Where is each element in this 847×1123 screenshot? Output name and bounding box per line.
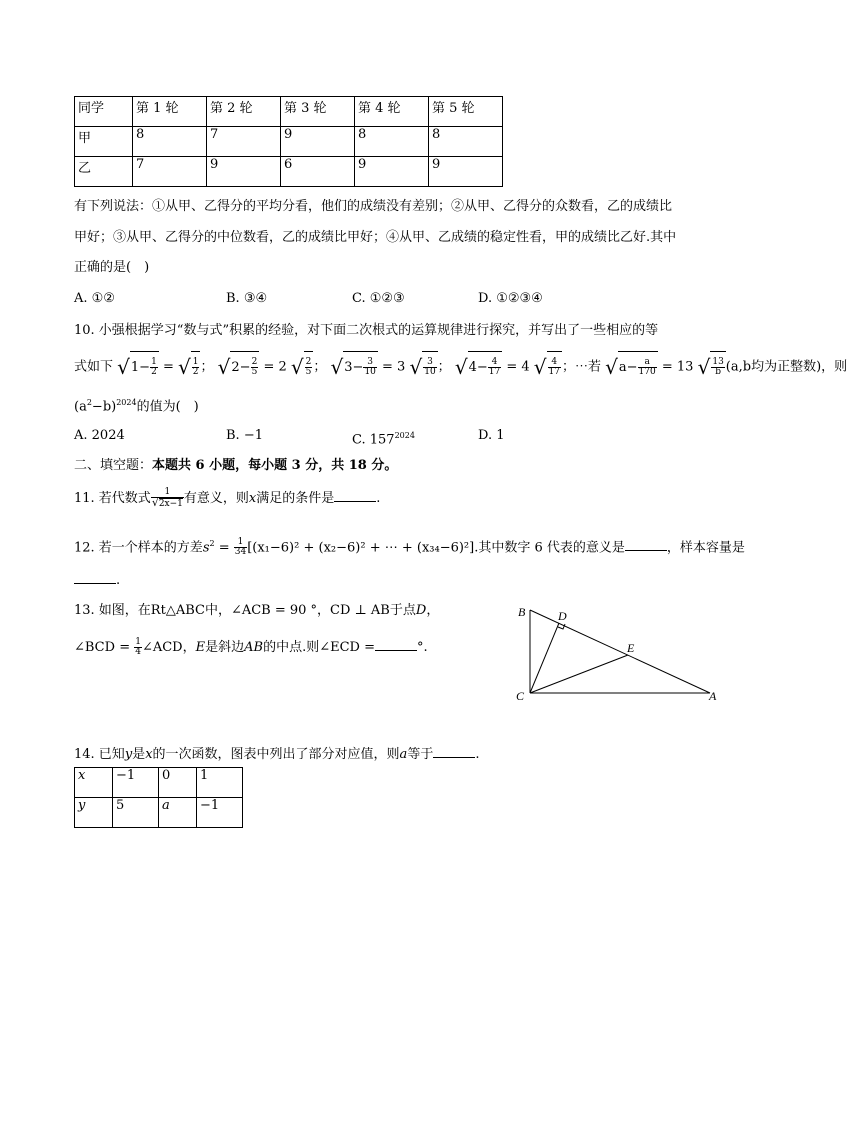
q13-text: 13. 如图，在Rt△ABC中，∠ACB = 90 °，CD ⊥ AB于点 xyxy=(74,603,416,618)
table-cell: a xyxy=(159,798,197,828)
expr-part: 的值为( ) xyxy=(136,399,199,415)
segment-ce xyxy=(530,655,628,693)
frac-den: 170 xyxy=(638,367,656,377)
section-title xyxy=(74,457,397,475)
table-cell: −1 xyxy=(197,798,243,828)
table-cell: 8 xyxy=(133,127,207,157)
frac-den: 4 xyxy=(135,647,141,657)
q12-text: 其中数字 6 代表的意义是 xyxy=(478,540,625,556)
q14-end: . xyxy=(475,747,480,762)
var-e: E xyxy=(195,640,206,655)
q13-fraction xyxy=(134,638,142,657)
table-cell: 8 xyxy=(429,127,503,157)
expr-part: (a xyxy=(74,399,87,415)
table-row xyxy=(75,157,503,187)
table-cell: 9 xyxy=(355,157,429,187)
table-cell: y xyxy=(75,798,113,828)
q14-text: 是 xyxy=(132,747,146,762)
q10-option-d[interactable]: D. 1 xyxy=(478,428,505,443)
sep: ； xyxy=(437,359,451,375)
frac-den: 5 xyxy=(305,367,312,377)
ruo-text: ；⋯若 xyxy=(561,359,601,375)
frac-den: 2x−1 xyxy=(158,499,183,509)
exp-sup: 2 xyxy=(209,539,215,548)
sep: ； xyxy=(313,359,327,375)
expr-text: 3− xyxy=(344,360,364,375)
q10-option-c[interactable] xyxy=(352,427,415,449)
q13-text: ∠BCD = xyxy=(74,640,135,655)
exp-sup: 2024 xyxy=(116,398,137,407)
q9-option-c[interactable]: C. ①②③ xyxy=(352,291,405,306)
table-cell: 9 xyxy=(429,157,503,187)
table-cell: 6 xyxy=(281,157,355,187)
sep: ； xyxy=(200,359,214,375)
q11 xyxy=(74,484,380,514)
table-cell: 乙 xyxy=(75,157,133,187)
frac-num: 1 xyxy=(135,637,141,647)
radical-result-2: √ $\frac{2}{5}$ xyxy=(291,351,313,383)
radical-result-4: √ $\frac{4}{17}$ xyxy=(534,351,562,383)
table-cell: 甲 xyxy=(75,127,133,157)
side-ba xyxy=(530,610,710,693)
answer-blank[interactable] xyxy=(334,489,376,502)
q10-line-1: 10. 小强根据学习“数与式”积累的经验，对下面二次根式的运算规律进行探究，并写出了一些相应的等 xyxy=(74,323,659,338)
radical-expr-3: √3− $\frac{3}{10}$ xyxy=(331,351,378,383)
table-cell: 7 xyxy=(207,127,281,157)
expr-text: 1− xyxy=(130,360,151,375)
frac-den: 10 xyxy=(364,367,376,377)
exp-sup: 2 xyxy=(86,398,92,407)
q9-line-3: 正确的是( ) xyxy=(74,260,150,275)
table-cell: 5 xyxy=(113,798,159,828)
q13-text: 的中点.则∠ECD = xyxy=(263,640,375,655)
section-title-bold: 本题共 6 小题，每小题 3 分，共 18 分。 xyxy=(152,458,398,473)
q9-option-b[interactable]: B. ③④ xyxy=(226,291,268,306)
frac-num: 2 xyxy=(251,357,258,367)
frac-num: 2 xyxy=(305,357,312,367)
q11-text: 有意义，则 xyxy=(183,491,249,506)
var-s: s xyxy=(202,540,210,556)
frac-num: a xyxy=(638,358,657,368)
frac-den: 17 xyxy=(548,367,560,377)
q12-text: ，样本容量是 xyxy=(666,540,745,556)
table-cell: 9 xyxy=(281,127,355,157)
exp-sup: 2024 xyxy=(394,431,415,440)
expr-eq: = 2 xyxy=(263,359,287,375)
q13-text: °. xyxy=(417,640,428,655)
frac-den: 10 xyxy=(424,367,436,377)
q10-prefix: 式如下 xyxy=(74,359,114,375)
q14-value-table xyxy=(74,767,243,828)
radical-result-1: √ $\frac{1}{2}$ xyxy=(178,351,200,383)
table-cell: 9 xyxy=(207,157,281,187)
frac-den: 2 xyxy=(151,367,157,377)
frac-den: 17 xyxy=(488,367,501,377)
radical-result-5: √ $\frac{13}{b}$ xyxy=(698,351,726,383)
frac-den: b xyxy=(715,367,721,377)
q10-line-3 xyxy=(74,394,199,416)
expr-eq: = 3 xyxy=(382,359,406,375)
q10-option-a[interactable]: A. 2024 xyxy=(74,428,125,443)
var-a: a xyxy=(399,747,408,762)
label-c: C xyxy=(516,689,525,703)
q12-eq: = xyxy=(214,540,234,556)
table-cell: 7 xyxy=(133,157,207,187)
table-cell: −1 xyxy=(113,768,159,798)
q14-text: 的一次函数，图表中列出了部分对应值，则 xyxy=(152,747,400,762)
table-header-cell: 第 3 轮 xyxy=(281,97,355,127)
q9-option-a[interactable]: A. ①② xyxy=(74,291,115,306)
q11-text: 满足的条件是 xyxy=(256,491,335,506)
q9-option-d[interactable]: D. ①②③④ xyxy=(478,291,543,306)
var-x: x xyxy=(248,491,257,506)
table-row xyxy=(75,127,503,157)
table-header-cell: 第 2 轮 xyxy=(207,97,281,127)
q13-line-2 xyxy=(74,634,428,662)
frac-num: 3 xyxy=(363,358,376,368)
q13-text: ， xyxy=(426,603,440,618)
frac-num: 3 xyxy=(423,358,436,368)
q13-line-1 xyxy=(74,602,439,620)
radical-expr-2: √2− $\frac{2}{5}$ xyxy=(218,351,260,383)
frac-num: 1 xyxy=(151,488,184,498)
q11-fraction: $\frac{1}{√2x-1}$ xyxy=(151,487,183,509)
q12-line-1 xyxy=(74,531,745,557)
option-text: C. 157 xyxy=(352,432,395,448)
label-b: B xyxy=(518,605,526,619)
table-cell: 8 xyxy=(355,127,429,157)
score-table xyxy=(74,96,503,187)
radical-expr-4: √4− $\frac{4}{17}$ xyxy=(455,351,502,383)
q14-text: 等于 xyxy=(407,747,434,762)
radical-expr-5: √a− $\frac{a}{170}$ xyxy=(605,351,658,383)
q14-text: 14. 已知 xyxy=(74,747,125,762)
frac-den: 5 xyxy=(251,367,258,377)
q13-text: 是斜边 xyxy=(205,640,245,655)
tail-text: (a,b均为正整数)，则 xyxy=(725,359,847,375)
table-header-cell: 第 4 轮 xyxy=(355,97,429,127)
table-row xyxy=(75,798,243,828)
q12-fraction xyxy=(234,538,247,557)
q10-line-2 xyxy=(74,351,847,381)
expr-text: a− xyxy=(618,360,638,375)
q9-line-2: 甲好；③从甲、乙得分的中位数看，乙的成绩比甲好；④从甲、乙成绩的稳定性看，甲的成绩比乙好.其中 xyxy=(74,230,677,245)
answer-blank[interactable] xyxy=(625,538,667,551)
q12-end: . xyxy=(116,573,121,588)
table-header-cell: 同学 xyxy=(75,97,133,127)
radical-result-3: √ $\frac{3}{10}$ xyxy=(409,351,437,383)
expr-text: 2− xyxy=(231,360,251,375)
q13-text: ∠ACD， xyxy=(141,640,196,655)
frac-den: 2 xyxy=(192,367,199,377)
frac-num: 1 xyxy=(192,357,199,367)
table-header-cell: 第 1 轮 xyxy=(133,97,207,127)
table-cell: x xyxy=(75,768,113,798)
q14-line xyxy=(74,745,479,764)
var-y: y xyxy=(124,747,133,762)
table-cell: 0 xyxy=(159,768,197,798)
var-d: D xyxy=(415,603,427,618)
frac-num: 4 xyxy=(488,358,501,368)
label-d: D xyxy=(558,609,567,623)
expr-eq: = xyxy=(162,359,174,375)
expr-eq: = 4 xyxy=(506,359,530,375)
table-header-cell: 第 5 轮 xyxy=(429,97,503,127)
q9-line-1: 有下列说法：①从甲、乙得分的平均分看，他们的成绩没有差别；②从甲、乙得分的众数看，乙的成绩比 xyxy=(74,199,673,214)
answer-blank[interactable] xyxy=(375,638,417,651)
q11-pre: 11. 若代数式 xyxy=(74,491,151,506)
expr-eq: = 13 xyxy=(661,359,694,375)
q12-line-2 xyxy=(74,571,120,589)
expr-text: 4− xyxy=(468,360,488,375)
triangle-diagram xyxy=(508,600,738,710)
q11-end: . xyxy=(376,491,381,506)
answer-blank[interactable] xyxy=(433,745,475,758)
frac-den: 34 xyxy=(234,547,247,558)
label-a: A xyxy=(709,689,717,703)
frac-num: 1 xyxy=(151,357,157,367)
label-e: E xyxy=(627,641,635,655)
q12-pre: 12. 若一个样本的方差 xyxy=(74,540,203,556)
q10-option-b[interactable]: B. −1 xyxy=(226,428,263,443)
q12-expr: [(x₁−6)² + (x₂−6)² + ⋯ + (x₃₄−6)²]. xyxy=(247,540,479,556)
var-x: x xyxy=(145,747,153,762)
frac-num: 4 xyxy=(548,358,561,368)
frac-num: 1 xyxy=(234,538,247,548)
var-ab: AB xyxy=(244,640,264,655)
segment-cd xyxy=(530,623,559,693)
frac-num: 13 xyxy=(712,357,724,367)
expr-part: −b) xyxy=(91,399,117,415)
table-row xyxy=(75,768,243,798)
table-cell: 1 xyxy=(197,768,243,798)
radical-expr-1: √1− $\frac{1}{2}$ xyxy=(117,351,159,383)
answer-blank[interactable] xyxy=(74,571,116,584)
section-title-plain: 二、填空题： xyxy=(74,458,153,473)
